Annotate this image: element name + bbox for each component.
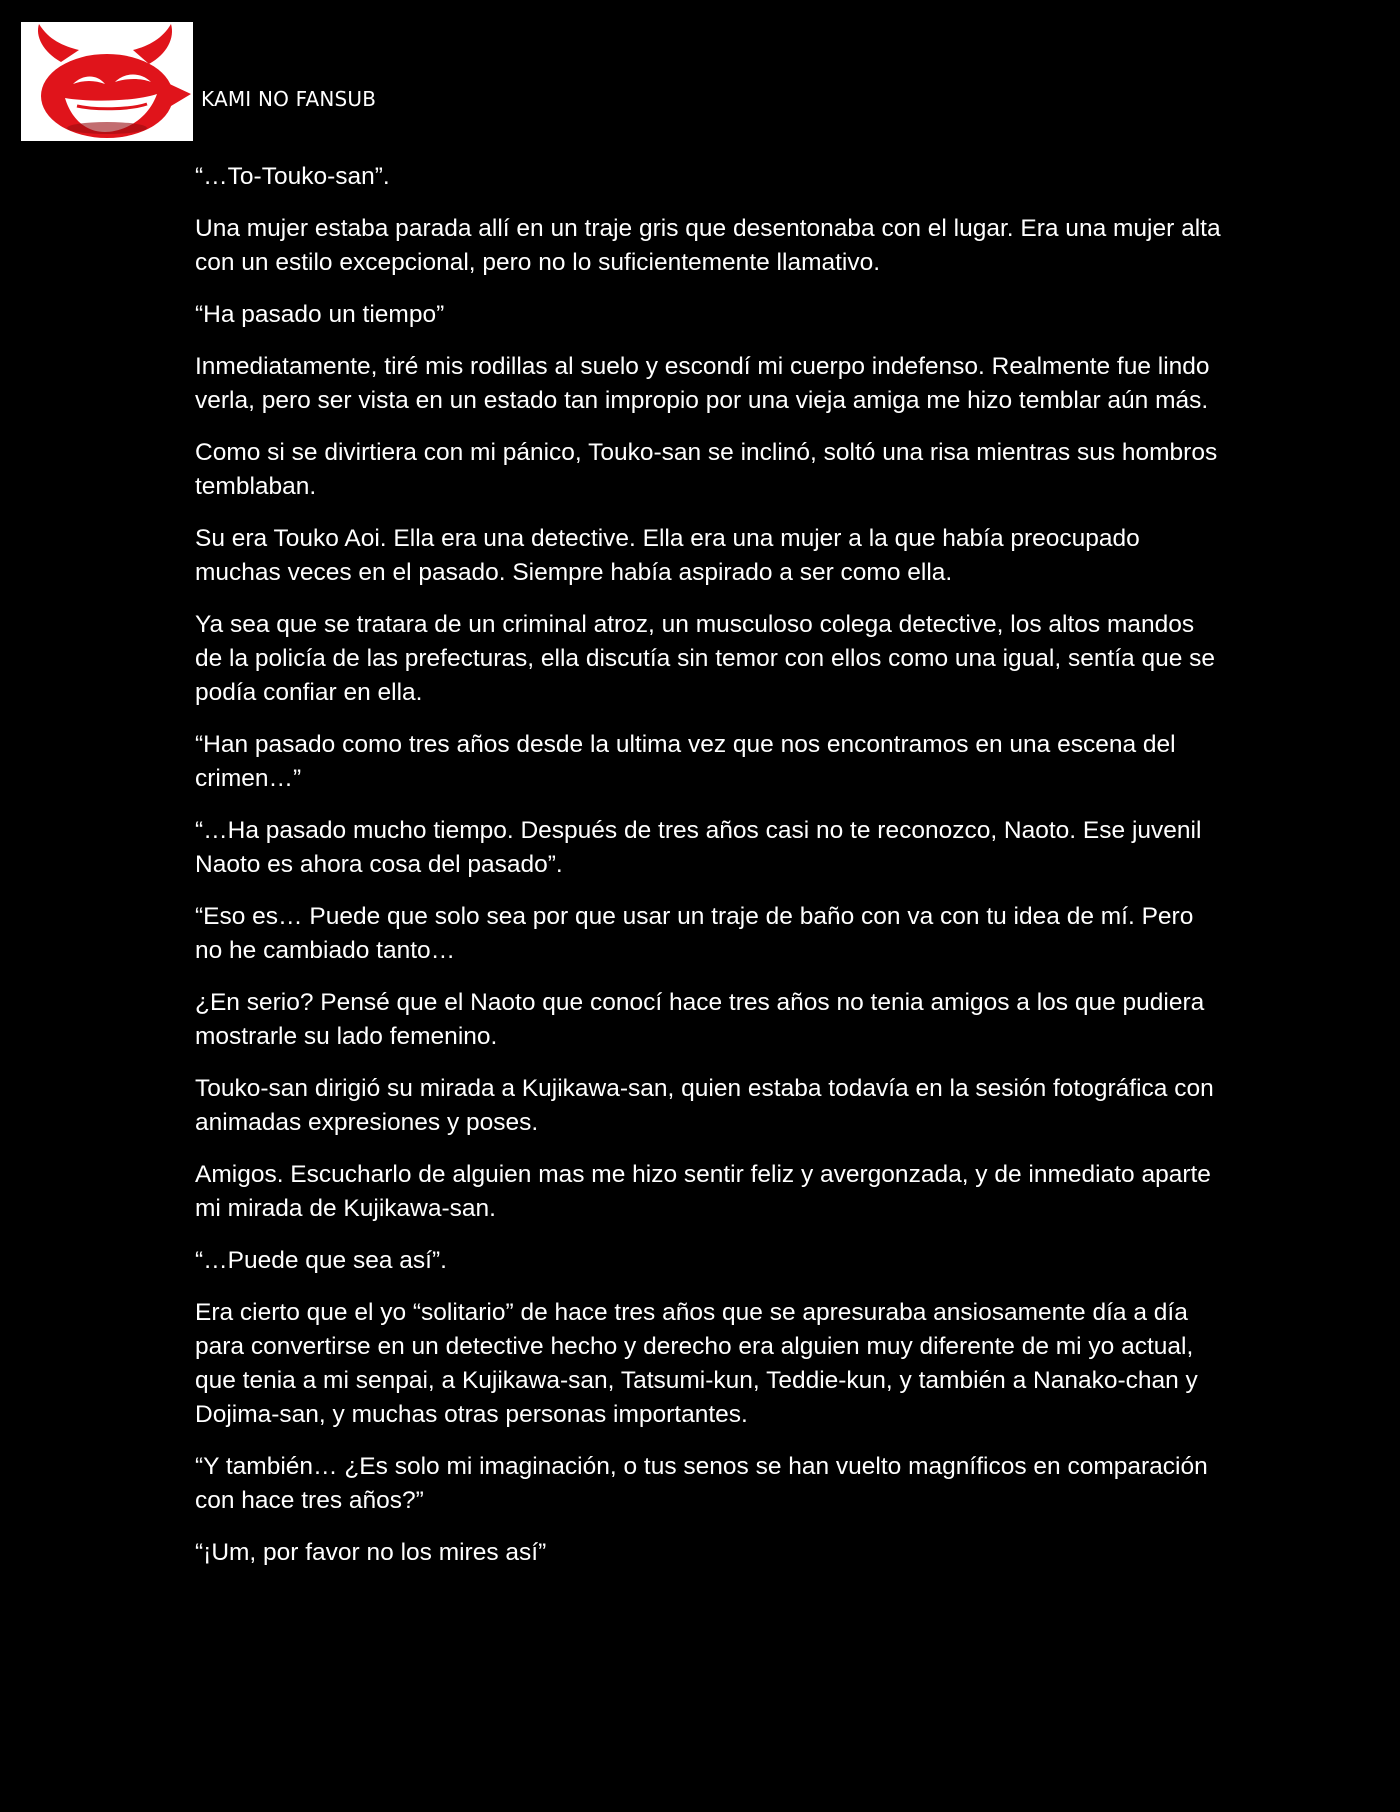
paragraph: “¡Um, por favor no los mires así” — [195, 1539, 547, 1566]
paragraph: ¿En serio? Pensé que el Naoto que conocí hace tres años no tenia amigos a los que pudiera mostrarle su lado femenino. — [195, 989, 1205, 1050]
paragraph: Como si se divirtiera con mi pánico, Touko-san se inclinó, soltó una risa mientras sus hombros temblaban. — [195, 439, 1218, 500]
paragraph: Touko-san dirigió su mirada a Kujikawa-san, quien estaba todavía en la sesión fotográfica con animadas expresiones y poses. — [195, 1075, 1214, 1136]
logo — [21, 22, 193, 141]
paragraph: “Ha pasado un tiempo” — [195, 301, 445, 328]
paragraph: Era cierto que el yo “solitario” de hace tres años que se apresuraba ansiosamente día a día para convertirse en un detective hecho y derecho era alguien muy diferente de mi yo actual, que tenia a mi senpai, a Kujikawa-san, Tatsumi-kun, Teddie-kun, y también a Nanako-chan y Dojima-san, y muchas otras personas importantes. — [195, 1299, 1198, 1428]
paragraph: “…Puede que sea así”. — [195, 1247, 447, 1274]
paragraph: “…To-Touko-san”. — [195, 163, 390, 190]
paragraph: Una mujer estaba parada allí en un traje gris que desentonaba con el lugar. Era una mujer alta con un estilo excepcional, pero no lo suficientemente llamativo. — [195, 215, 1221, 276]
paragraph: Amigos. Escucharlo de alguien mas me hizo sentir feliz y avergonzada, y de inmediato aparte mi mirada de Kujikawa-san. — [195, 1161, 1211, 1222]
red-devil-smiley-icon — [21, 22, 193, 141]
header — [21, 22, 376, 141]
brand-name: KAMI NO FANSUB — [201, 87, 377, 111]
paragraph: Su era Touko Aoi. Ella era una detective. Ella era una mujer a la que había preocupado muchas veces en el pasado. Siempre había aspirado a ser como ella. — [195, 525, 1140, 586]
paragraph: Ya sea que se tratara de un criminal atroz, un musculoso colega detective, los altos mandos de la policía de las prefecturas, ella discutía sin temor con ellos como una igual, sentía que se podía confiar en ella. — [195, 611, 1216, 706]
paragraph: Inmediatamente, tiré mis rodillas al suelo y escondí mi cuerpo indefenso. Realmente fue lindo verla, pero ser vista en un estado tan impropio por una vieja amiga me hizo temblar aún más. — [195, 353, 1210, 414]
paragraph: “Han pasado como tres años desde la ultima vez que nos encontramos en una escena del crimen…” — [195, 731, 1176, 792]
paragraph: “Eso es… Puede que solo sea por que usar un traje de baño con va con tu idea de mí. Pero no he cambiado tanto… — [195, 903, 1194, 964]
paragraph: “…Ha pasado mucho tiempo. Después de tres años casi no te reconozco, Naoto. Ese juvenil Naoto es ahora cosa del pasado”. — [195, 817, 1202, 878]
document-body — [195, 160, 1225, 1588]
paragraph: “Y también… ¿Es solo mi imaginación, o tus senos se han vuelto magníficos en comparación con hace tres años?” — [195, 1453, 1208, 1514]
